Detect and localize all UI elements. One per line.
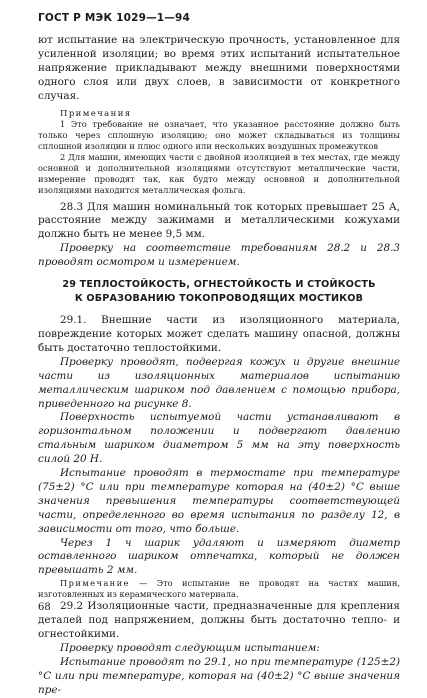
page-number: 68 bbox=[38, 602, 51, 613]
note-3 bbox=[38, 578, 400, 600]
clause-29-2-check: Проверку проводят следующим испытанием: bbox=[60, 642, 320, 654]
notes-heading: Примечания bbox=[60, 108, 132, 119]
section-29-title-line-1: 29 ТЕПЛОСТОЙКОСТЬ, ОГНЕСТОЙКОСТЬ И СТОЙКОСТЬ bbox=[62, 279, 376, 291]
standard-header: ГОСТ Р МЭК 1029—1—94 bbox=[38, 12, 191, 24]
note-3-label: Примечание bbox=[60, 578, 130, 589]
clause-29-1-check: Проверку проводят, подвергая кожух и другие внешние части из изоляционных материалов испытанию металлическим шариком под давлением с помощью прибора, приведенного на рисунке 8. bbox=[38, 355, 400, 410]
clause-28-3: 28.3 Для машин номинальный ток которых превышает 25 А, расстояние между зажимами и металлическими кожухами должно быть не менее 9,5 мм. bbox=[38, 200, 400, 241]
clause-29-1-measure: Через 1 ч шарик удаляют и измеряют диаметр оставленного шариком отпечатка, который не должен превышать 2 мм. bbox=[38, 536, 400, 577]
clause-29-1-temperature: Испытание проводят в термостате при температуре (75±2) °С или при температуре которая на (40±2) °С выше значения превышения температуры соответствующей части, определенного во время испытания по разделу 12, в зависимости от того, что больше. bbox=[38, 467, 400, 535]
clause-28-3-check: Проверку на соответствие требованиям 28.2 и 28.3 проводят осмотром и измерением. bbox=[38, 242, 400, 269]
note-3-text: — Это испытание не проводят на частях машин, изготовленных из керамического материала. bbox=[38, 578, 400, 600]
note-1: 1 Это требование не означает, что указанное расстояние должно быть только через сплошную изоляцию; оно может складываться из толщины сплошной изоляции и плюс одного или нескольких воздушных промежутков bbox=[38, 118, 400, 151]
clause-29-2: 29.2 Изоляционные части, предназначенные для крепления деталей под напряжением, должны быть достаточно тепло- и огнестойкими. bbox=[38, 600, 400, 641]
section-29-title-line-2: К ОБРАЗОВАНИЮ ТОКОПРОВОДЯЩИХ МОСТИКОВ bbox=[74, 293, 364, 305]
clause-29-1: 29.1. Внешние части из изоляционного материала, повреждение которых может сделать машину опасной, должны быть достаточно теплостойкими. bbox=[38, 314, 400, 354]
note-2: 2 Для машин, имеющих части с двойной изоляцией в тех местах, где между основной и дополнительной изоляциями отсутствуют металлические части, измерение проводят так, как будто между основной и дополнительной изоляциями находится металлическая фольга. bbox=[38, 151, 400, 195]
clause-29-2-test: Испытание проводят по 29.1, но при температуре (125±2) °С или при температуре, которая на (40±2) °С выше значения пре- bbox=[38, 655, 400, 696]
page-body bbox=[38, 34, 400, 698]
intro-paragraph: ют испытание на электрическую прочность, установленное для усиленной изоляции; во время этих испытаний испытательное напряжение прикладывают между внешними поверхностями одного слоя или двух слоев, в зависимости от конкретного случая. bbox=[38, 34, 400, 102]
clause-29-1-surface: Поверхность испытуемой части устанавливают в горизонтальном положении и подвергают давлению стальным шариком диаметром 5 мм на эту поверхность силой 20 Н. bbox=[38, 411, 400, 466]
